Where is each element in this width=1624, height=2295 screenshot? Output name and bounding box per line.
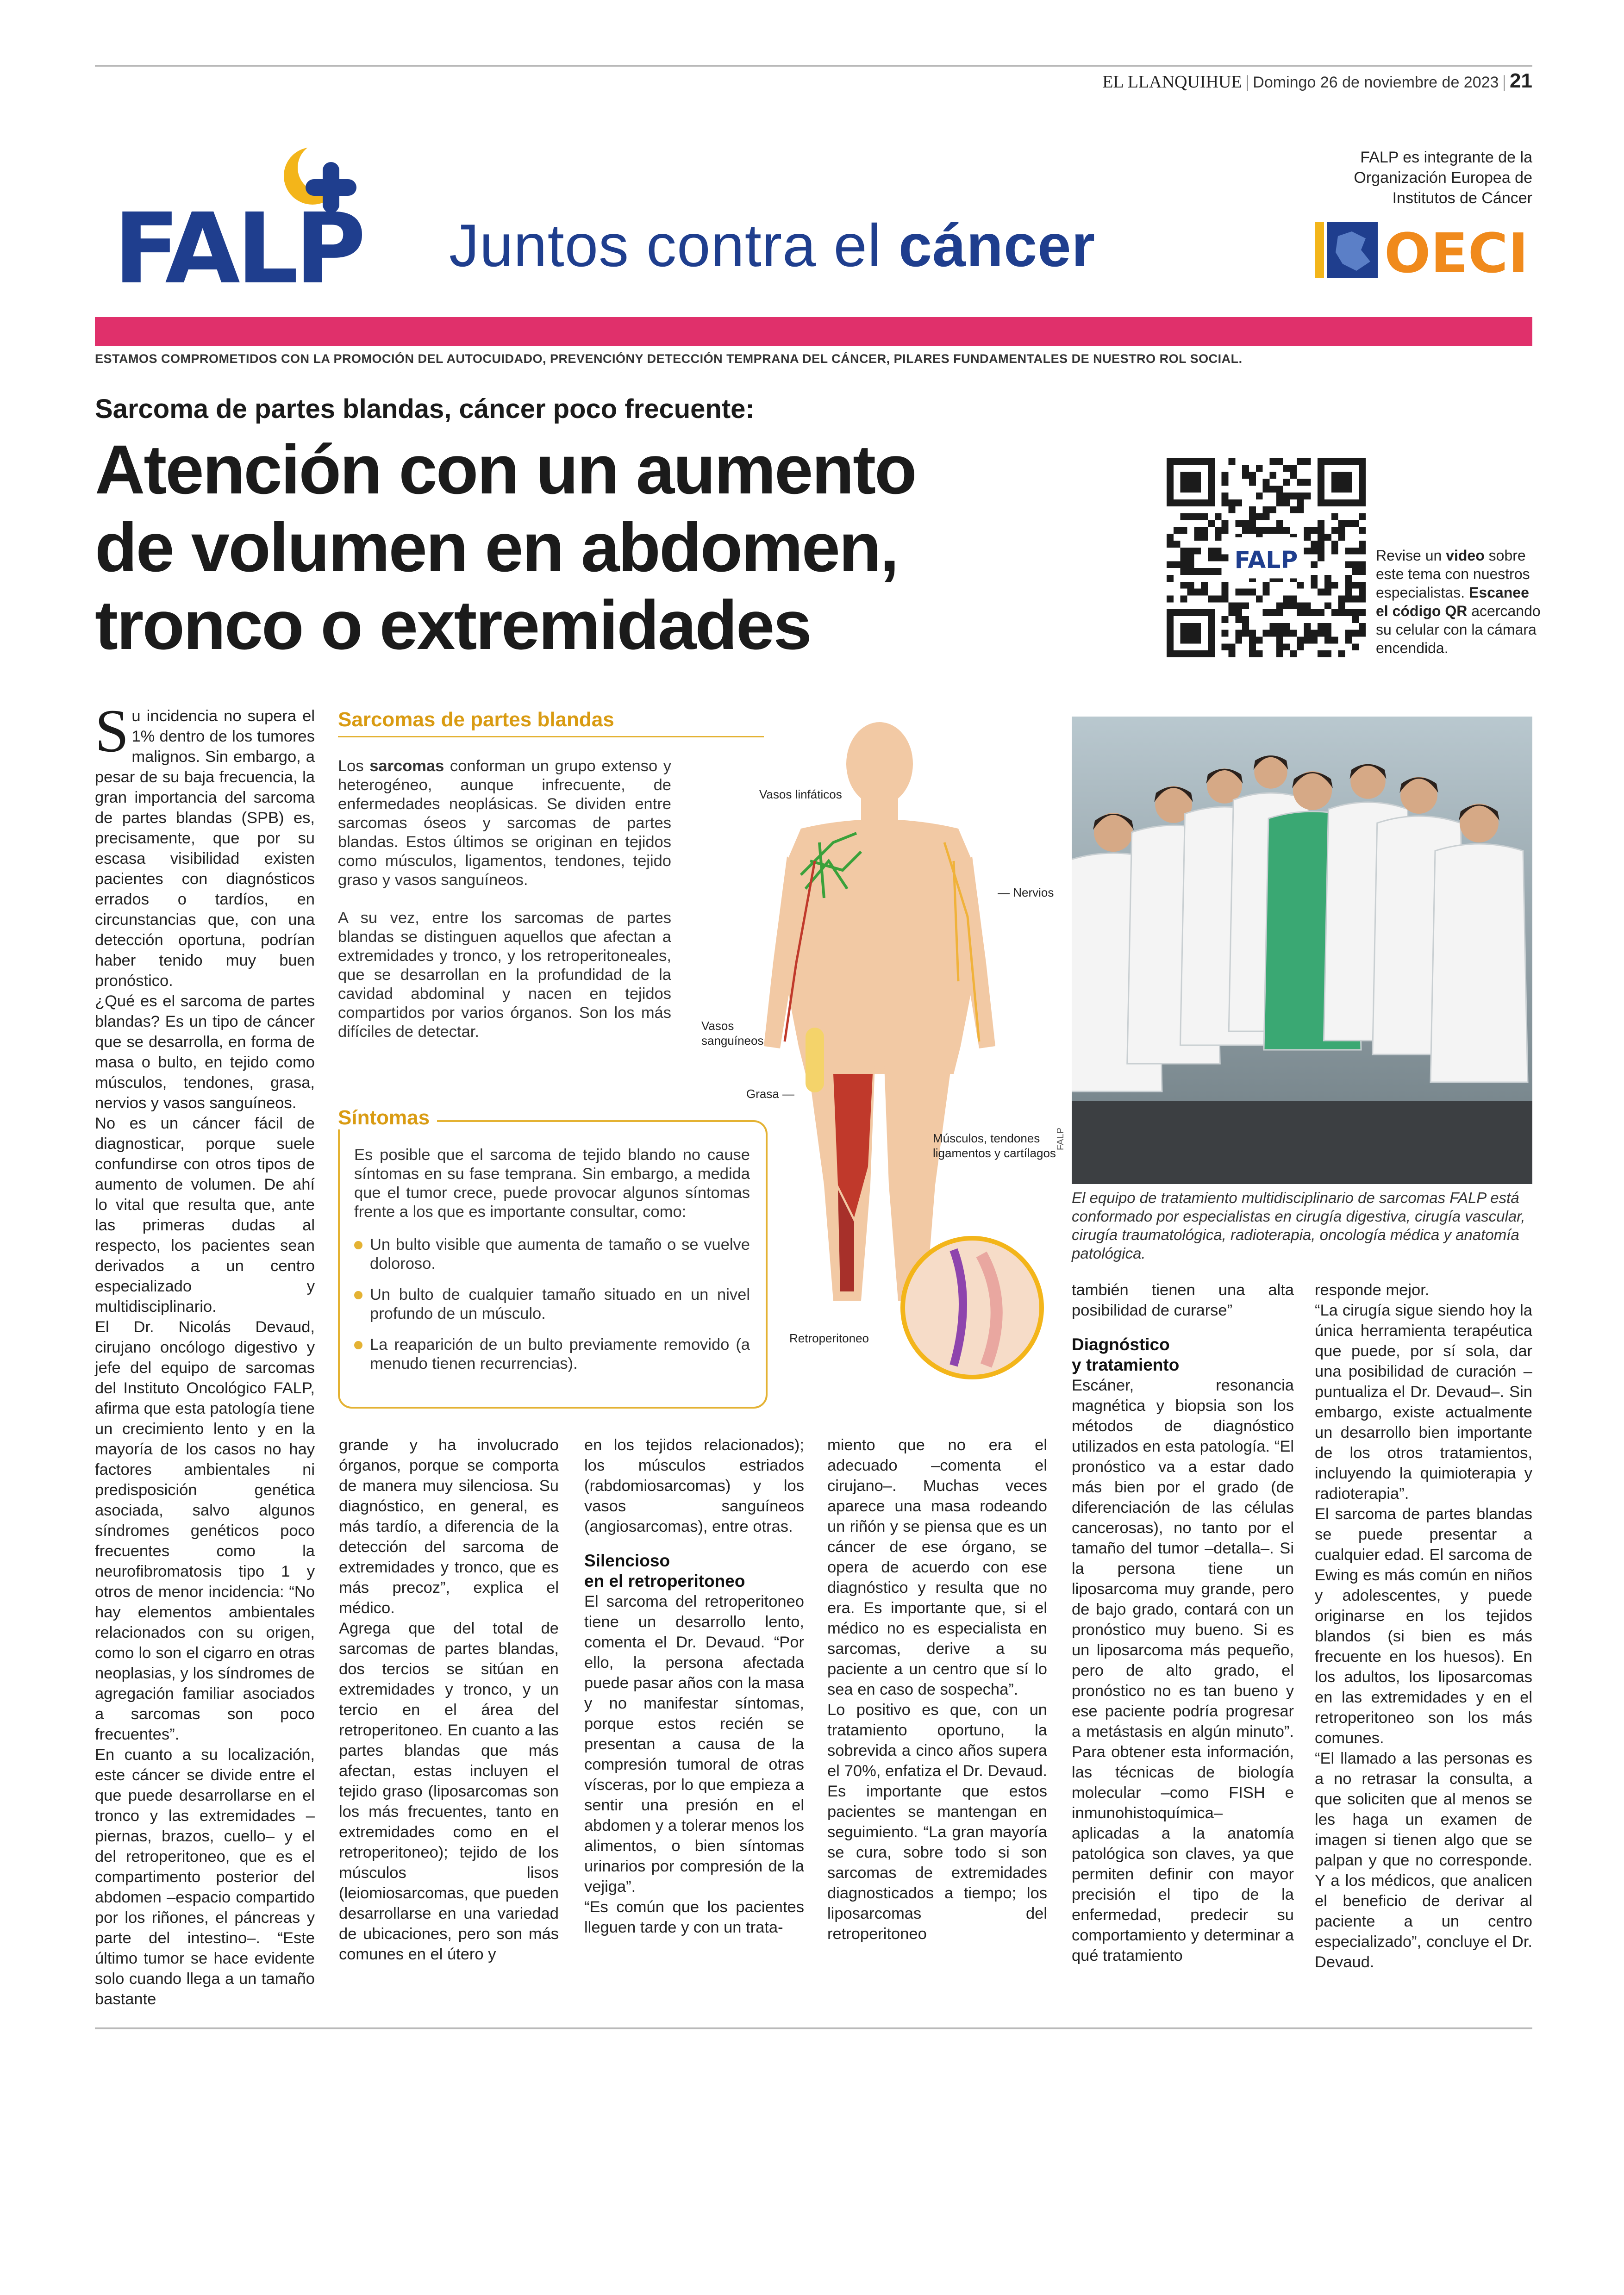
body-silhouette	[764, 722, 995, 1301]
mission-statement: ESTAMOS COMPROMETIDOS CON LA PROMOCIÓN DEL AUTOCUIDADO, PREVENCIÓNY DETECCIÓN TEMPRANA DEL CÁNCER, PILARES FUNDAMENTALES DE NUESTRO ROL SOCIAL.	[95, 352, 1243, 366]
oeci-line-1: FALP es integrante de la	[1360, 149, 1532, 166]
col3-paragraph-1: en los tejidos relacionados); los músculos estriados (rabdomiosarcomas) y los vasos sanguíneos (angiosarcomas), entre otras.	[584, 1436, 804, 1535]
oeci-wordmark: OECI	[1384, 221, 1529, 282]
col6-paragraph-2: “La cirugía sigue siendo hoy la única herramienta terapéutica que puede, por sí sola, dar una posibilidad de curación –puntualiza el Dr. Devaud–. Sin embargo, existe actualmente un desarrollo bien importante de los otros tratamientos, incluyendo la quimioterapia y radioterapia”.	[1315, 1302, 1532, 1503]
slogan-bold: cáncer	[898, 212, 1096, 279]
col2-paragraph-1: grande y ha involucrado órganos, porque se comporta de manera muy silenciosa. Su diagnóstico, en general, es más tardío, a diferencia de la detección del sarcoma de extremidades y tronco, que es más precoz”, explica el médico.	[339, 1436, 559, 1617]
label-retroperitoneum: Retroperitoneo	[789, 1331, 869, 1345]
article-headline	[95, 430, 1067, 664]
symptoms-intro: Es posible que el sarcoma de tejido blando no cause síntomas en su fase temprana. Sin embargo, a medida que el tumor crece, puede provocar algunos síntomas frente a los que es importante consultar, como:	[354, 1146, 750, 1221]
col1-paragraph-1: u incidencia no supera el 1% dentro de los tumores malignos. Sin embargo, a pesar de su baja frecuencia, la gran importancia del sarcoma de partes blandas (SPB) es, precisamente, que por su escasa visibilidad existen pacientes con diagnósticos errados o tardíos, en circunstancias que, con una detección oportuna, podrían haber tenido muy buen pronóstico.	[95, 707, 315, 990]
header-rule	[95, 65, 1532, 67]
article-column-6	[1315, 1280, 1532, 1972]
col6-paragraph-1: responde mejor.	[1315, 1281, 1430, 1299]
sidebar-paragraph-1: Los sarcomas conforman un grupo extenso y heterogéneo, aunque infrecuente, de enfermedades neoplásicas. Se dividen entre sarcomas óseos y sarcomas de partes blandas. Estos últimos se originan en tejidos como músculos, ligamentos, tendones, tejido graso y vasos sanguíneos.	[338, 757, 671, 889]
fat-tissue-icon	[806, 1028, 824, 1092]
qr-text-post: acercando su celular con la cámara encendida.	[1376, 603, 1541, 656]
symptom-item: Un bulto de cualquier tamaño situado en un nivel profundo de un músculo.	[354, 1285, 750, 1323]
falp-logo	[113, 139, 424, 292]
sidebar-bold-term: sarcomas	[369, 757, 444, 775]
qr-text-mid: sobre este tema con nuestros especialistas.	[1376, 547, 1530, 601]
accent-bar	[95, 317, 1532, 346]
symptom-item: La reaparición de un bulto previamente removido (a menudo tienen recurrencias).	[354, 1335, 750, 1373]
footer-rule	[95, 2027, 1532, 2029]
label-fat: Grasa —	[746, 1087, 795, 1101]
qr-code-icon[interactable]	[1167, 458, 1366, 657]
page-folio: EL LLANQUIHUE | Domingo 26 de noviembre de 2023 | 21	[1102, 69, 1532, 92]
oeci-line-3: Institutos de Cáncer	[1392, 189, 1532, 207]
label-lymph-vessels: Vasos linfáticos	[759, 787, 842, 801]
drop-cap: S	[95, 697, 129, 765]
col1-paragraph-5: En cuanto a su localización, este cáncer se divide entre el que puede desarrollarse en el tronco y las extremidades –piernas, brazos, cuello– y el del retroperitoneo, que es el compartimento posterior del abdomen –espacio compartido por los riñones, el páncreas y parte del intestino–. “Este último tumor se hace evidente solo cuando llega a un tamaño bastante	[95, 1746, 315, 2008]
label-nerves: — Nervios	[998, 886, 1054, 899]
retroperitoneum-inset-icon	[903, 1238, 1042, 1377]
publication-date: Domingo 26 de noviembre de 2023	[1253, 74, 1499, 91]
col2-paragraph-2: Agrega que del total de sarcomas de partes blandas, dos tercios se sitúan en extremidades y tronco, y un tercio en el área del retroperitoneo. En cuanto a las partes blandas que más afectan, estas incluyen el tejido graso (liposarcomas son los más frecuentes, tanto en extremidades como en el retroperitoneo); tejido de los músculos lisos (leiomiosarcomas, que pueden desarrollarse en una variedad de ubicaciones, pero son más comunes en el útero y	[339, 1620, 559, 1963]
col1-paragraph-4: El Dr. Nicolás Devaud, cirujano oncólogo digestivo y jefe del equipo de sarcomas del Instituto Oncológico FALP, afirma que esta patología tiene un crecimiento lento y en la mayoría de los casos no hay factores ambientales ni predisposición genética asociada, salvo algunos síndromes genéticos poco frecuentes como la neurofibromatosis tipo 1 y otros de menor incidencia: “No hay elementos ambientales relacionados con su origen, como lo son el cigarro en otras neoplasias, y los síndromes de agregación familiar asociados a sarcomas son poco frecuentes”.	[95, 1318, 315, 1743]
publication-name: EL LLANQUIHUE	[1102, 72, 1242, 92]
col6-paragraph-4: “El llamado a las personas es a no retrasar la consulta, a que soliciten que al menos se les haga un examen de imagen si tienen algo que se palpan y que no corresponde. Y a los médicos, que analicen el beneficio de derivar al paciente a un centro especializado”, concluye el Dr. Devaud.	[1315, 1750, 1532, 1971]
article-column-5	[1072, 1280, 1294, 1966]
col1-paragraph-2: ¿Qué es el sarcoma de partes blandas? Es un tipo de cáncer que se desarrolla, en forma de masa o bulto, en tejido como músculos, tendones, grasa, nervios y vasos sanguíneos.	[95, 992, 315, 1112]
qr-instructions	[1376, 546, 1543, 657]
symptom-item: Un bulto visible que aumenta de tamaño o se vuelve doloroso.	[354, 1235, 750, 1273]
qr-logo-text: FALP	[1234, 546, 1298, 574]
headline-line-3: tronco o extremidades	[95, 586, 811, 664]
col6-paragraph-3: El sarcoma de partes blandas se puede presentar a cualquier edad. El sarcoma de Ewing es más común en niños y adolescentes, y puede originarse en los tejidos blandos (si bien es más frecuente en los huesos). En los adultos, los liposarcomas en las extremidades y en el retroperitoneo son los más comunes.	[1315, 1505, 1532, 1747]
article-column-3	[584, 1435, 804, 1938]
col3-paragraph-3: “Es común que los pacientes lleguen tarde y con un trata-	[584, 1898, 804, 1936]
page-number: 21	[1510, 69, 1532, 92]
oeci-membership-text	[1292, 147, 1532, 208]
symptoms-text	[354, 1146, 750, 1385]
article-column-2	[339, 1435, 559, 1964]
slogan	[449, 211, 1095, 280]
falp-logo-wordmark: FALP	[113, 192, 362, 292]
qr-text-pre: Revise un	[1376, 547, 1446, 564]
col4-paragraph-2: Lo positivo es que, con un tratamiento oportuno, la sobrevida a cinco años supera el 70%, enfatiza el Dr. Devaud. Es importante que estos pacientes se mantengan en seguimiento. “La gran mayoría se cura, sobre todo si son sarcomas de extremidades diagnosticados a tiempo; los liposarcomas del retroperitoneo	[827, 1701, 1047, 1943]
article-column-1	[95, 697, 315, 2009]
col1-paragraph-3: No es un cáncer fácil de diagnosticar, porque suele confundirse con otros tipos de aumento de volumen. De ahí lo vital que resulta que, ante las primeras dudas al respecto, los pacientes sean derivados a un centro especializado y multidisciplinario.	[95, 1115, 315, 1316]
label-muscles: Músculos, tendones ligamentos y cartílagos	[933, 1131, 1056, 1160]
col5-paragraph-2: Escáner, resonancia magnética y biopsia son los métodos de diagnóstico utilizados en esta patología. “El pronóstico va a estar dado más bien por el grado (de diferenciación de las células cancerosas), no tanto por el tamaño del tumor –detalla–. Si la persona tiene un liposarcoma muy grande, pero de bajo grado, contará con un pronóstico muy bueno. Si es un liposarcoma más pequeño, pero de alto grado, el pronóstico no es tan bueno y ese paciente podría progresar a metástasis en algún minuto”. Para obtener esta información, las técnicas de biología molecular –como FISH e inmunohistoquímica– aplicadas a la anatomía patológica son claves, ya que permiten definir con mayor precisión el tipo de la enfermedad, predecir su comportamiento y determinar a qué tratamiento	[1072, 1377, 1294, 1964]
anatomy-illustration	[694, 722, 1065, 1398]
col4-paragraph-1: miento que no era el adecuado –comenta el cirujano–. Muchas veces aparece una masa rodeando un riñón y se piensa que es un cáncer de ese órgano, se opera de acuerdo con ese diagnóstico y resulta que no era. Es importante que, si el médico no es especialista en sarcomas, derive a su paciente a un centro que sí lo sea en caso de sospecha”.	[827, 1436, 1047, 1698]
subhead-diagnostico: Diagnóstico y tratamiento	[1072, 1335, 1180, 1374]
qr-text-scan: Escanee el código QR	[1376, 584, 1529, 619]
sidebar-paragraph-2: A su vez, entre los sarcomas de partes blandas se distinguen aquellos que afectan a extremidades y tronco, y los retroperitoneales, que se desarrollan en la profundidad de la cavidad abdominal y nacen en tejidos compartidos por varios órganos. Son los más difíciles de detectar.	[338, 909, 671, 1041]
headline-line-2: de volumen en abdomen,	[95, 508, 898, 586]
qr-text-video: video	[1446, 547, 1485, 564]
symptoms-title: Síntomas	[338, 1106, 437, 1129]
oeci-line-2: Organización Europea de	[1354, 169, 1532, 187]
article-column-4	[827, 1435, 1047, 1944]
article-kicker: Sarcoma de partes blandas, cáncer poco frecuente:	[95, 394, 755, 424]
label-blood-vessels: Vasos sanguíneos	[701, 1019, 764, 1048]
photo-credit: FALP	[1056, 1128, 1066, 1150]
sidebar-text	[338, 757, 671, 1060]
sidebar-title: Sarcomas de partes blandas	[338, 708, 614, 731]
col5-paragraph-1: también tienen una alta posibilidad de curarse”	[1072, 1281, 1294, 1319]
team-photo	[1072, 717, 1532, 1184]
col3-paragraph-2: El sarcoma del retroperitoneo tiene un desarrollo lento, comenta el Dr. Devaud. “Por ello, la persona afectada puede pasar años con la masa y no manifestar síntomas, porque estos recién se presentan a causa de la compresión tumoral de otras vísceras, por lo que empieza a sentir una presión en el abdomen y a tolerar menos los alimentos, o bien síntomas urinarios por compresión de la vejiga”.	[584, 1593, 804, 1896]
slogan-text: Juntos contra el	[449, 212, 899, 279]
subhead-retroperitoneo: Silencioso en el retroperitoneo	[584, 1551, 745, 1590]
photo-caption: El equipo de tratamiento multidisciplinario de sarcomas FALP está conformado por especialistas en cirugía digestiva, cirugía vascular, cirugía traumatológica, radioterapia, oncología médica y anatomía patológica.	[1072, 1189, 1525, 1262]
oeci-logo	[1315, 218, 1532, 282]
headline-line-1: Atención con un aumento	[95, 430, 916, 508]
